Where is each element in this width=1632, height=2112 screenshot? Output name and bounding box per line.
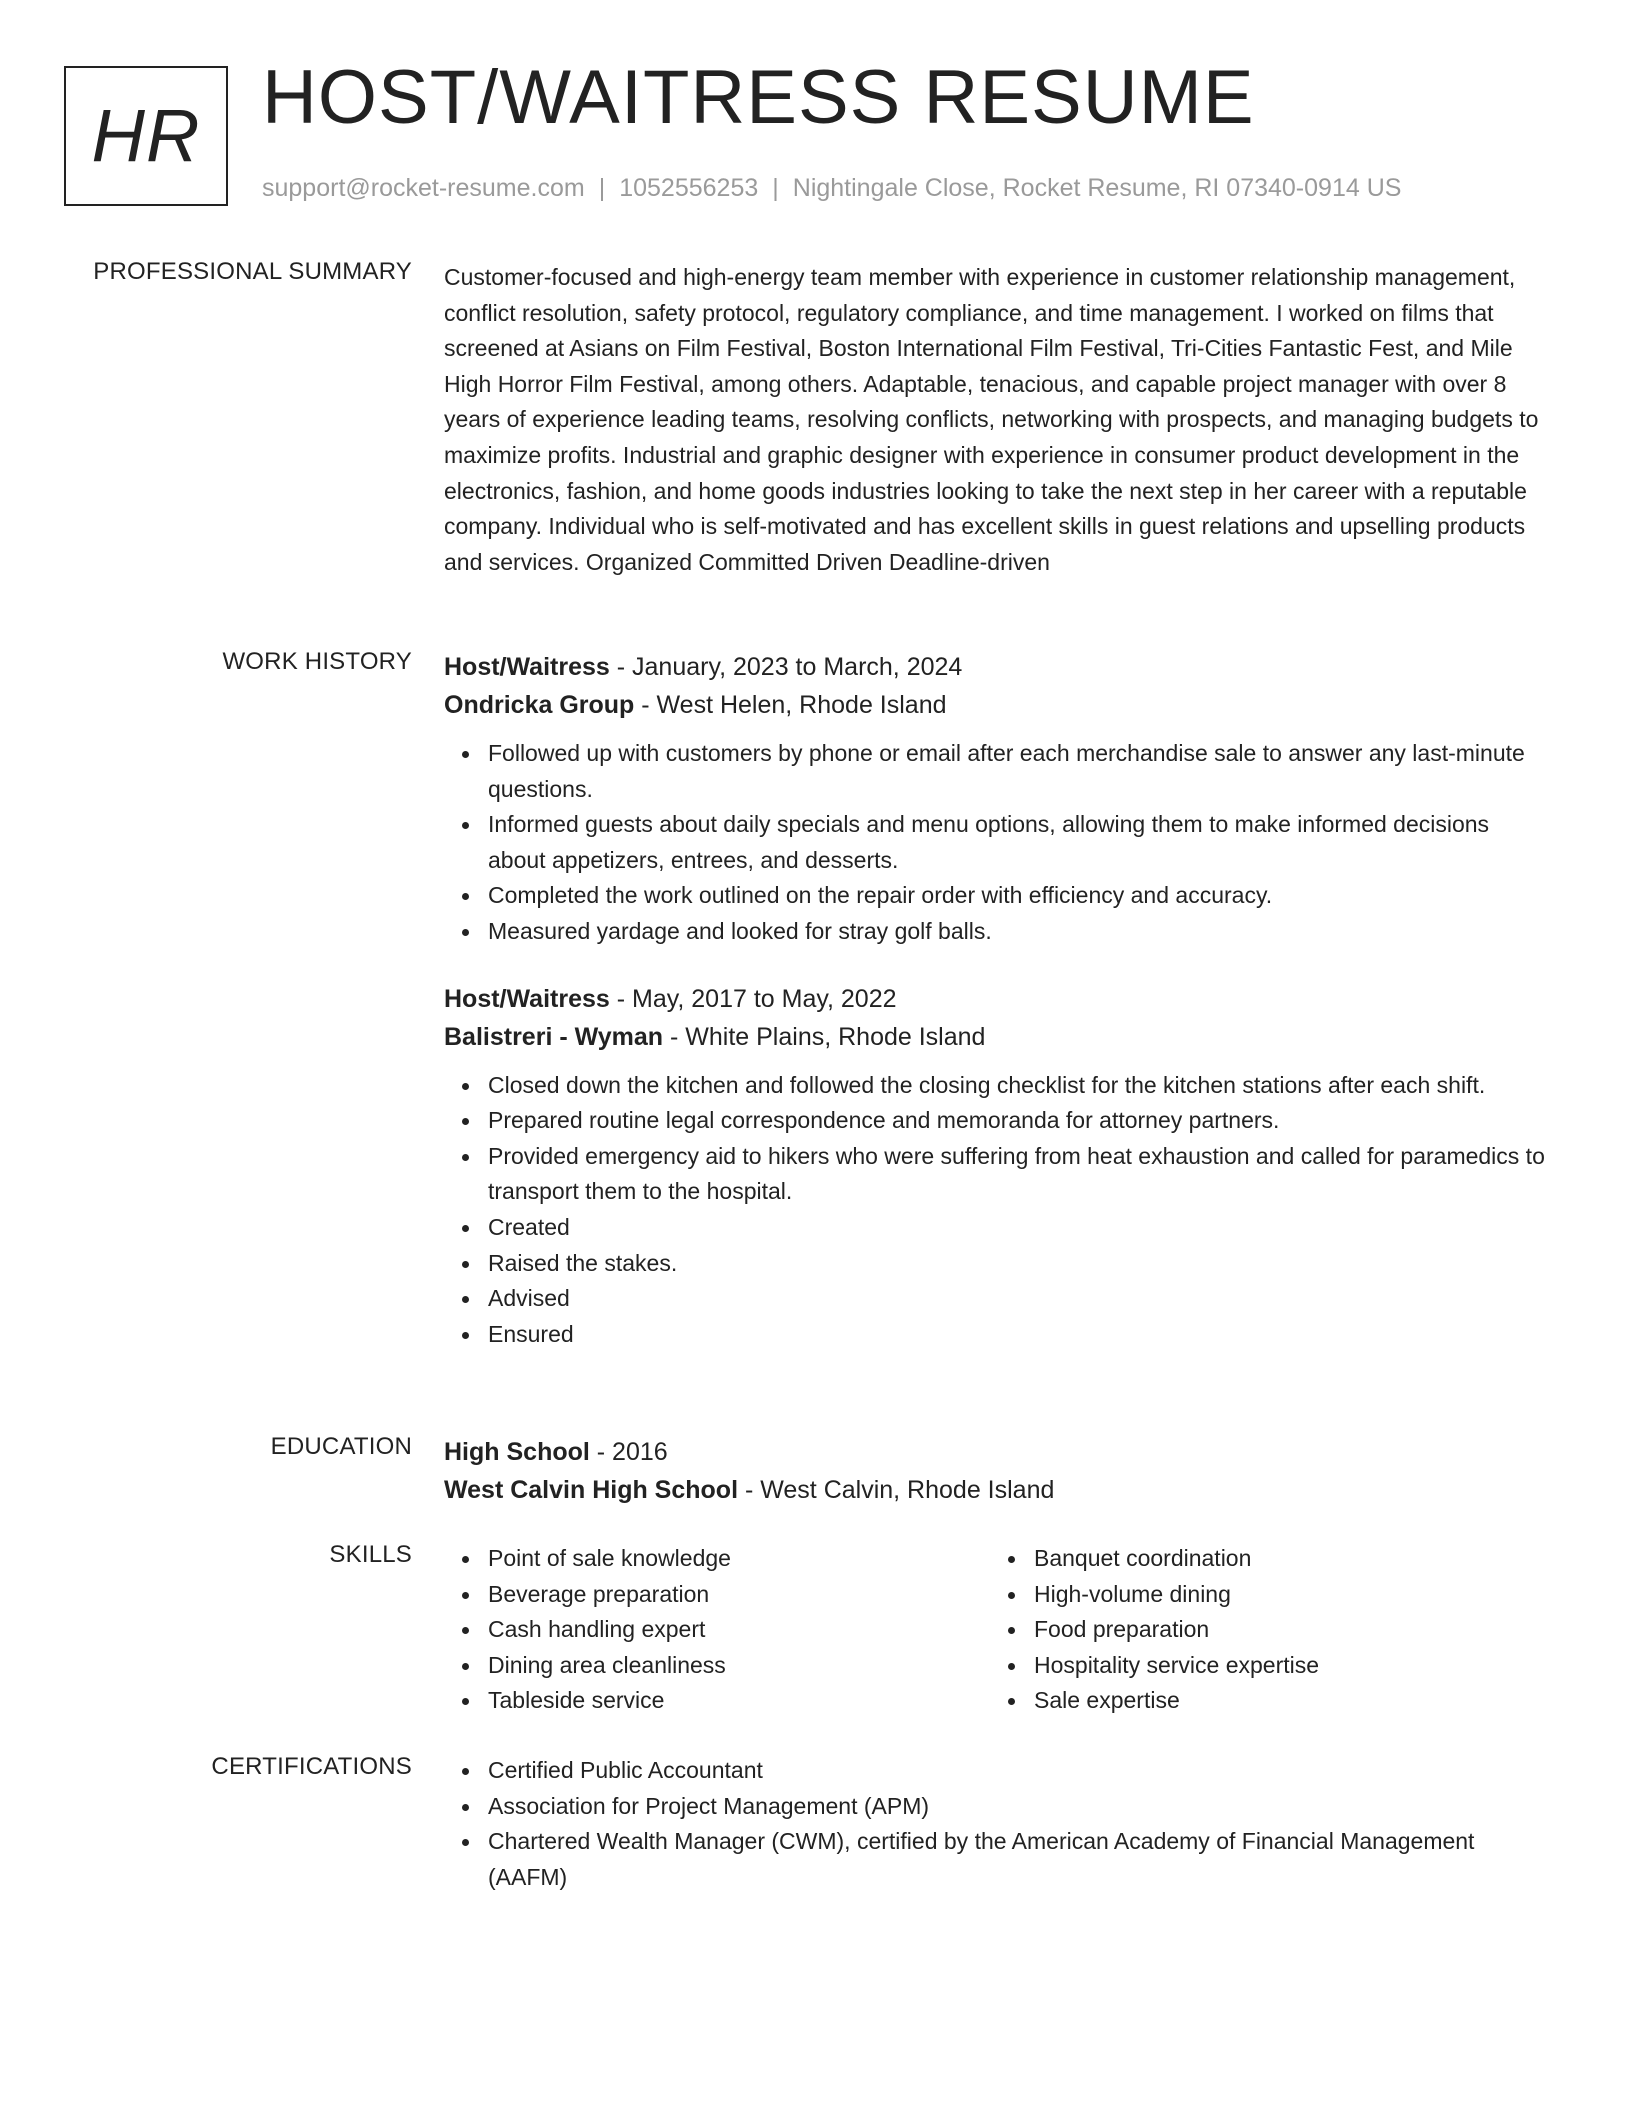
skills-list-right [990,1541,1534,1719]
contact-separator: | [772,174,779,202]
job-location: - White Plains, Rhode Island [663,1022,986,1051]
job-entry [444,980,1548,1353]
list-item: High-volume dining [1034,1577,1534,1613]
job-company: Ondricka Group [444,691,635,719]
graduation-year: - 2016 [589,1438,668,1466]
job-company-line [444,686,1548,724]
monogram-initials: HR [91,94,201,177]
contact-phone: 1052556253 [619,174,759,202]
list-item: Prepared routine legal correspondence and memoranda for attorney partners. [488,1103,1548,1139]
job-duties-list [444,1068,1548,1353]
list-item: Followed up with customers by phone or email after each merchandise sale to answer any last-minute questions. [488,736,1548,807]
list-item: Beverage preparation [488,1577,988,1613]
list-item: Measured yardage and looked for stray golf balls. [488,914,1548,950]
education-heading: EDUCATION [270,1433,412,1460]
list-item: Raised the stakes. [488,1246,1548,1282]
job-company: Balistreri - Wyman [444,1022,664,1051]
skills-body [444,1541,1548,1719]
skills-list-left [444,1541,988,1719]
list-item: Association for Project Management (APM) [488,1789,1548,1825]
education-body [444,1433,1548,1509]
job-title-line [444,980,1548,1018]
list-item: Food preparation [1034,1612,1534,1648]
resume-title: HOST/WAITRESS RESUME [262,55,1255,140]
list-item: Provided emergency aid to hikers who were suffering from heat exhaustion and called for paramedics to transport them to the hospital. [488,1139,1548,1210]
list-item: Advised [488,1281,1548,1317]
contact-line [262,174,1401,203]
certifications-heading: CERTIFICATIONS [211,1753,412,1780]
list-item: Informed guests about daily specials and menu options, allowing them to make informed decisions about appetizers, entrees, and desserts. [488,807,1548,878]
list-item: Created [488,1210,1548,1246]
school-location: - West Calvin, Rhode Island [738,1476,1055,1504]
summary-text: Customer-focused and high-energy team member with experience in customer relationship management, conflict resolution, safety protocol, regulatory compliance, and time management. I worked on films that screened at Asians on Film Festival, Boston International Film Festival, Tri-Cities Fantastic Fest, and Mile High Horror Film Festival, among others. Adaptable, tenacious, and capable project manager with over 8 years of experience leading teams, resolving conflicts, networking with prospects, and managing budgets to maximize profits. Industrial and graphic designer with experience in consumer product development in the electronics, fashion, and home goods industries looking to take the next step in her career with a reputable company. Individual who is self-motivated and has excellent skills in guest relations and upselling products and services. Organized Committed Driven Deadline-driven [444,264,1539,575]
list-item: Banquet coordination [1034,1541,1534,1577]
list-item: Dining area cleanliness [488,1648,988,1684]
job-company-line [444,1018,1548,1056]
degree: High School [444,1438,590,1466]
job-title: Host/Waitress [444,984,610,1013]
school-line [444,1471,1548,1509]
list-item: Completed the work outlined on the repair order with efficiency and accuracy. [488,878,1548,914]
job-location: - West Helen, Rhode Island [634,691,947,719]
job-dates: - May, 2017 to May, 2022 [609,984,897,1013]
list-item: Point of sale knowledge [488,1541,988,1577]
list-item: Certified Public Accountant [488,1753,1548,1789]
list-item: Tableside service [488,1683,988,1719]
degree-line [444,1433,1548,1471]
certifications-list [444,1753,1548,1895]
list-item: Closed down the kitchen and followed the closing checklist for the kitchen stations after each shift. [488,1068,1548,1104]
skills-heading: SKILLS [329,1541,412,1568]
list-item: Cash handling expert [488,1612,988,1648]
list-item: Chartered Wealth Manager (CWM), certified by the American Academy of Financial Management (AAFM) [488,1824,1548,1895]
list-item: Hospitality service expertise [1034,1648,1534,1684]
monogram-box [64,66,228,206]
list-item: Sale expertise [1034,1683,1534,1719]
work-history-heading: WORK HISTORY [222,648,412,675]
job-title: Host/Waitress [444,653,610,681]
job-dates: - January, 2023 to March, 2024 [609,653,963,681]
school-name: West Calvin High School [444,1476,739,1504]
work-history-body [444,648,1548,1352]
list-item: Ensured [488,1317,1548,1353]
contact-separator: | [598,174,606,202]
summary-body [444,258,1548,580]
job-title-line [444,648,1548,686]
skills-columns [444,1541,1548,1719]
contact-address: Nightingale Close, Rocket Resume, RI 07340-0914 US [792,174,1402,202]
job-entry [444,648,1548,950]
contact-email: support@rocket-resume.com [262,174,585,202]
summary-heading: PROFESSIONAL SUMMARY [93,258,412,285]
certifications-body [444,1753,1548,1895]
job-duties-list [444,736,1548,950]
